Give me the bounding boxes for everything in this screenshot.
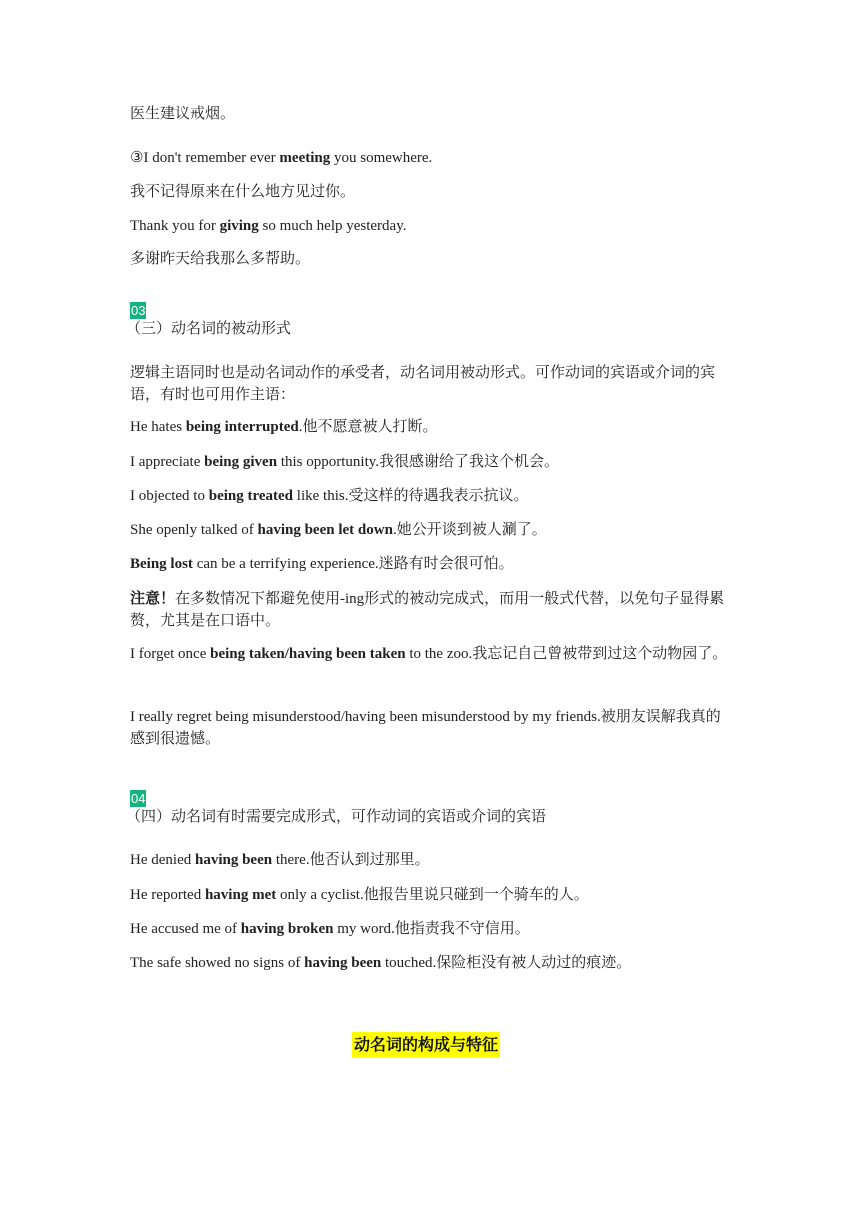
text-segment: to the zoo.我忘记自己曾被带到过这个动物园了。: [405, 646, 728, 662]
text-segment: so much help yesterday.: [258, 218, 407, 234]
bold-gerund: having been: [194, 852, 273, 868]
section-number-badge: 03: [131, 303, 146, 318]
highlighted-heading: 动名词的构成与特征: [352, 1032, 500, 1058]
section-number-badge: 04: [131, 791, 146, 806]
text-segment: you somewhere.: [330, 150, 433, 166]
text-segment: He accused me of: [130, 921, 241, 937]
bold-gerund: being given: [204, 454, 278, 470]
bold-gerund: being interrupted: [185, 419, 299, 435]
example-sentence: [130, 485, 730, 507]
text-segment: He reported: [130, 887, 205, 903]
example-sentence: [130, 918, 730, 940]
text-segment: .她公开谈到被人涮了。: [392, 522, 547, 538]
text-segment: .他不愿意被人打断。: [298, 419, 438, 435]
text-segment: touched.保险柜没有被人动过的痕迹。: [381, 955, 632, 971]
example-sentence: [130, 416, 730, 438]
text-segment: Thank you for: [130, 218, 220, 234]
bold-gerund: having met: [204, 887, 277, 903]
section-title: （三）动名词的被动形式: [126, 321, 292, 337]
example-sentence: [130, 553, 730, 575]
example-sentence: I really regret being misunderstood/having been misunderstood by my friends.被朋友误解我真的感到很遗憾。: [130, 709, 721, 747]
example-sentence: [130, 451, 730, 473]
text-segment: 在多数情况下都避免使用-ing形式的被动完成式，而用一般式代替，以免句子显得累赘，尤其是在口语中。: [130, 591, 725, 629]
example-sentence: [130, 884, 730, 906]
text-line: 医生建议戒烟。: [130, 106, 236, 122]
bold-gerund: being treated: [208, 488, 294, 504]
translation-line: 多谢昨天给我那么多帮助。: [130, 251, 311, 267]
example-sentence: [130, 643, 730, 665]
example-sentence: [130, 147, 730, 169]
bold-gerund: Being lost: [130, 556, 193, 572]
example-sentence: [130, 519, 730, 541]
text-segment: The safe showed no signs of: [130, 955, 305, 971]
bold-gerund: being taken/having been taken: [210, 646, 406, 662]
text-segment: this opportunity.我很感谢给了我这个机会。: [277, 454, 560, 470]
text-segment: can be a terrifying experience.迷路有时会很可怕。: [192, 556, 514, 572]
section-title: （四）动名词有时需要完成形式，可作动词的宾语或介词的宾语: [126, 809, 547, 825]
note-paragraph: [130, 588, 730, 632]
text-segment: She openly talked of: [130, 522, 258, 538]
example-sentence: [130, 849, 730, 871]
example-sentence: [130, 215, 730, 237]
text-segment: I appreciate: [130, 454, 205, 470]
text-segment: there.他否认到过那里。: [272, 852, 430, 868]
translation-line: 我不记得原来在什么地方见过你。: [130, 184, 356, 200]
text-segment: He hates: [130, 419, 186, 435]
text-segment: I forget once: [130, 646, 211, 662]
bold-gerund: giving: [219, 218, 259, 234]
text-segment: ③I don't remember ever: [130, 150, 280, 166]
text-segment: like this.受这样的待遇我表示抗议。: [293, 488, 529, 504]
bold-gerund: meeting: [279, 150, 331, 166]
section-intro: 逻辑主语同时也是动名词动作的承受者，动名词用被动形式。可作动词的宾语或介词的宾语，有时也可用作主语：: [130, 365, 716, 403]
text-segment: I objected to: [130, 488, 209, 504]
example-sentence: [130, 952, 730, 974]
bold-gerund: having been let down: [257, 522, 393, 538]
text-segment: He denied: [130, 852, 195, 868]
text-segment: only a cyclist.他报告里说只碰到一个骑车的人。: [276, 887, 589, 903]
note-label: 注意！: [130, 591, 176, 607]
bold-gerund: having broken: [240, 921, 334, 937]
text-segment: my word.他指责我不守信用。: [333, 921, 530, 937]
bold-gerund: having been: [304, 955, 382, 971]
